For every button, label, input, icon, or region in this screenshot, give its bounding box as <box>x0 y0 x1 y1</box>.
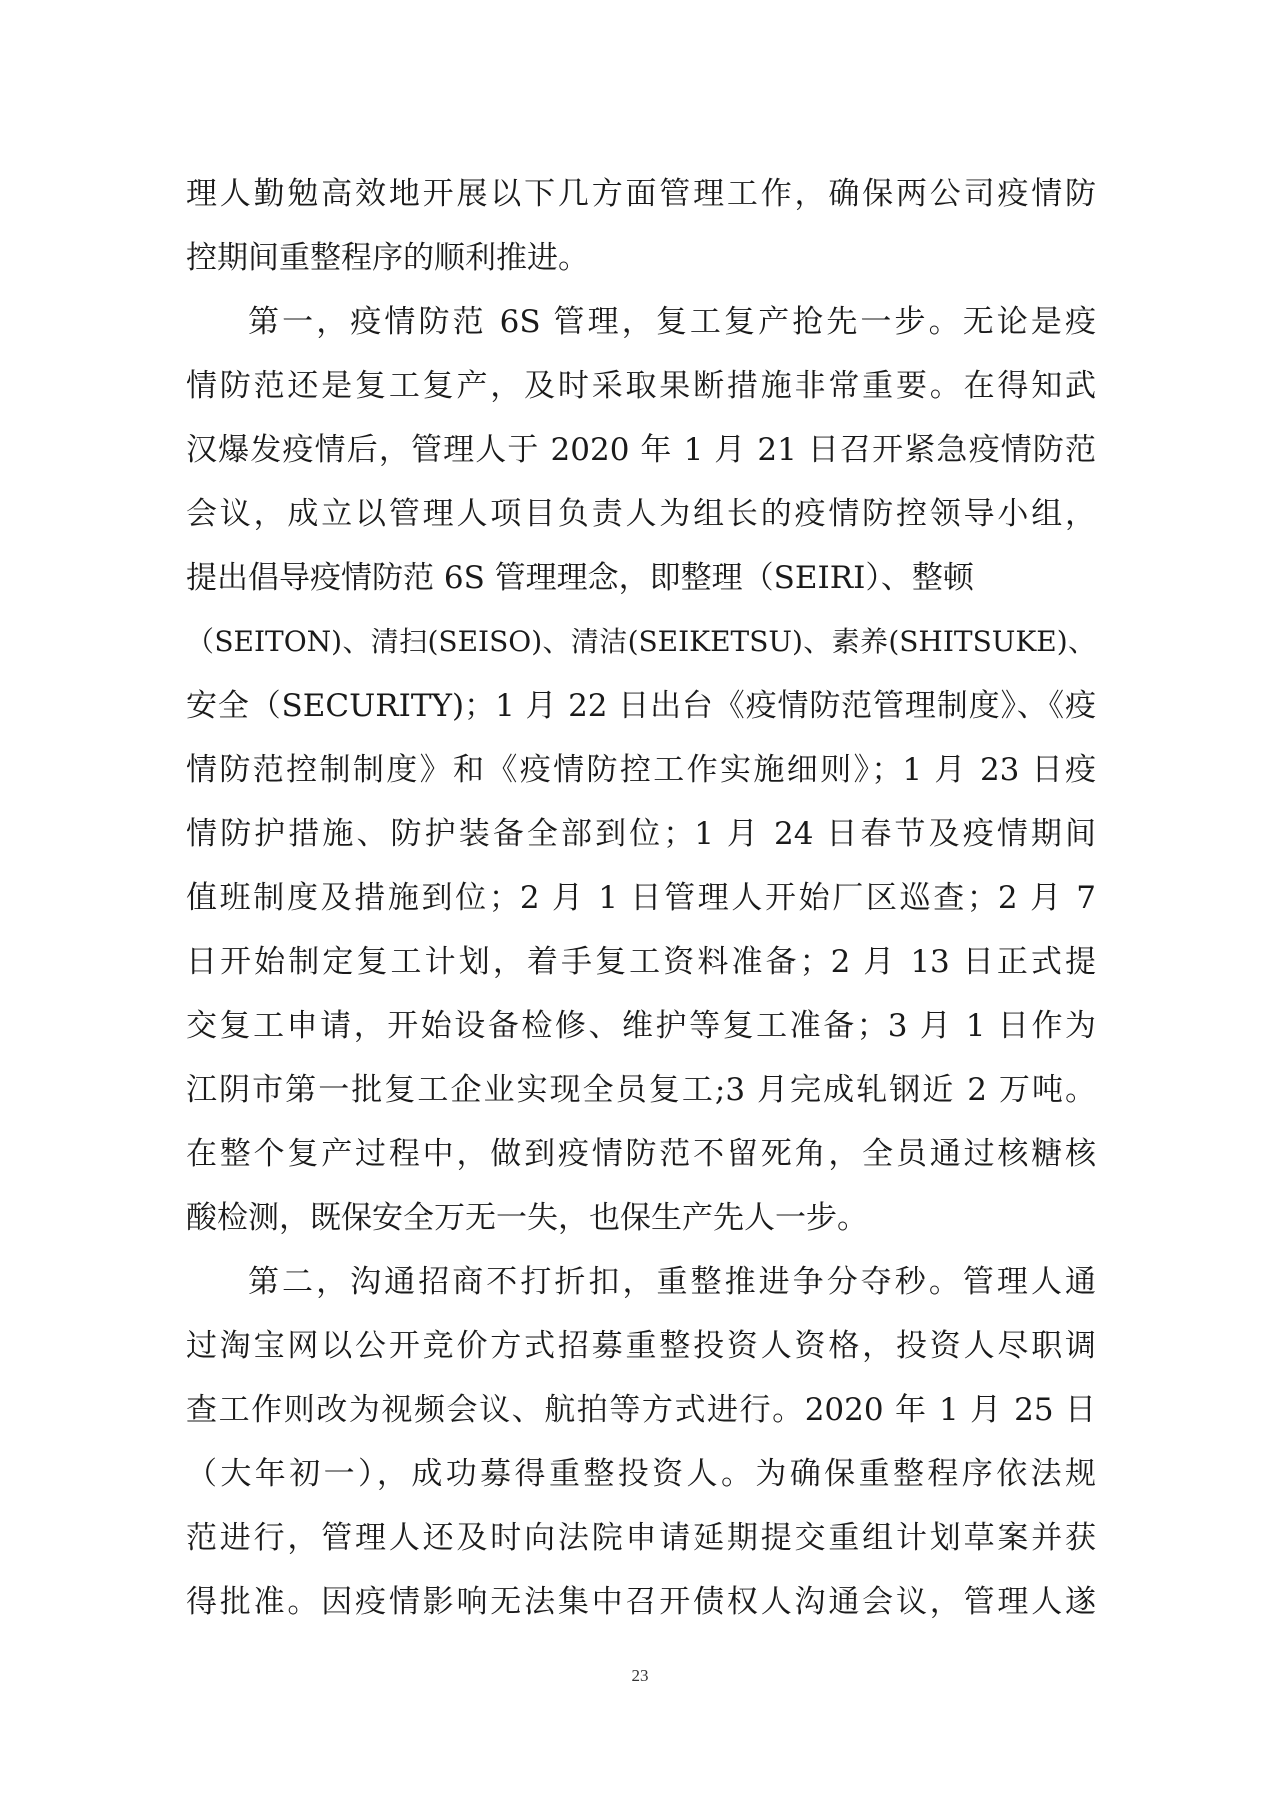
text-line-9: 安全（SECURITY)；1 月 22 日出台《疫情防范管理制度》、《疫 <box>186 688 1096 724</box>
text-line-20: 查工作则改为视频会议、航拍等方式进行。2020 年 1 月 25 日 <box>186 1392 1096 1428</box>
text-line-21: （大年初一），成功募得重整投资人。为确保重整程序依法规 <box>186 1456 1096 1492</box>
text-line-15: 江阴市第一批复工企业实现全员复工;3 月完成轧钢近 2 万吨。 <box>186 1072 1096 1108</box>
text-line-1: 理人勤勉高效地开展以下几方面管理工作，确保两公司疫情防 <box>186 176 1096 212</box>
text-line-14: 交复工申请，开始设备检修、维护等复工准备；3 月 1 日作为 <box>186 1008 1096 1044</box>
text-line-7: 提出倡导疫情防范 6S 管理理念，即整理（SEIRI）、整顿 <box>186 560 974 596</box>
text-line-18: 第二，沟通招商不打折扣，重整推进争分夺秒。管理人通 <box>248 1264 1096 1300</box>
text-line-10: 情防范控制制度》和《疫情防控工作实施细则》；1 月 23 日疫 <box>186 752 1096 788</box>
text-line-3: 第一，疫情防范 6S 管理，复工复产抢先一步。无论是疫 <box>248 304 1096 340</box>
text-line-11: 情防护措施、防护装备全部到位；1 月 24 日春节及疫情期间 <box>186 816 1096 852</box>
text-line-19: 过淘宝网以公开竞价方式招募重整投资人资格，投资人尽职调 <box>186 1328 1096 1364</box>
text-line-22: 范进行，管理人还及时向法院申请延期提交重组计划草案并获 <box>186 1520 1096 1556</box>
text-line-6: 会议，成立以管理人项目负责人为组长的疫情防控领导小组， <box>186 496 1096 532</box>
text-line-4: 情防范还是复工复产，及时采取果断措施非常重要。在得知武 <box>186 368 1096 404</box>
text-line-13: 日开始制定复工计划，着手复工资料准备；2 月 13 日正式提 <box>186 944 1096 980</box>
text-line-16: 在整个复产过程中，做到疫情防范不留死角，全员通过核糖核 <box>186 1136 1096 1172</box>
page-number: 23 <box>631 1666 649 1685</box>
text-line-12: 值班制度及措施到位；2 月 1 日管理人开始厂区巡查；2 月 7 <box>186 880 1096 916</box>
text-line-5: 汉爆发疫情后，管理人于 2020 年 1 月 21 日召开紧急疫情防范 <box>186 432 1096 468</box>
text-line-17: 酸检测，既保安全万无一失，也保生产先人一步。 <box>186 1200 868 1236</box>
text-line-8: （SEITON)、清扫(SEISO)、清洁(SEIKETSU)、素养(SHITSUKE)、 <box>186 625 1096 658</box>
text-line-23: 得批准。因疫情影响无法集中召开债权人沟通会议，管理人遂 <box>186 1584 1096 1620</box>
text-line-2: 控期间重整程序的顺利推进。 <box>186 240 589 276</box>
